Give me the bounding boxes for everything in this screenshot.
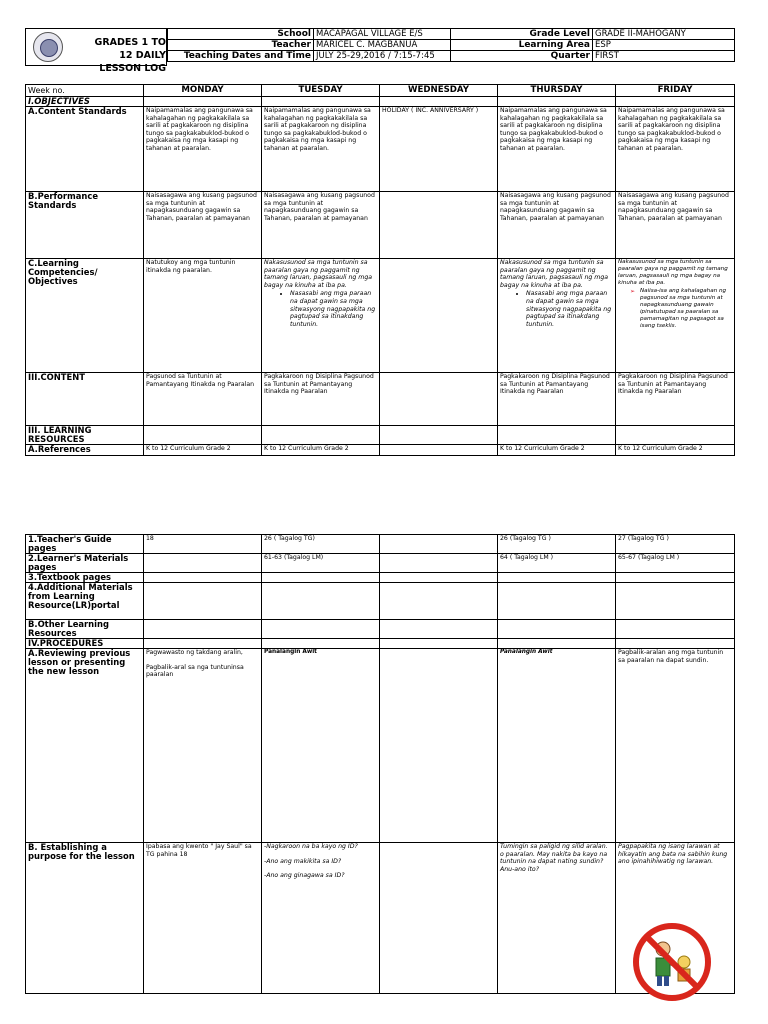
content-mon: Pagsunod sa Tuntunin at Pamantayang Itinakda ng Paaralan <box>144 373 262 426</box>
day-header-monday: MONDAY <box>144 85 262 97</box>
reviewing-thu: Panalangin Awit <box>498 649 616 843</box>
school-value: MACAPAGAL VILLAGE E/S <box>314 29 451 40</box>
teacher-value: MARICEL C. MAGBANUA <box>314 40 451 51</box>
purpose-fri: Pagpapakita ng isang larawan at hikayatin ang bata na sabihin kung ano ipinahihiwatig ng larawan. <box>616 843 735 994</box>
table-row <box>26 445 735 456</box>
table-row <box>26 97 735 107</box>
teaching-dates-value: JULY 25-29,2016 / 7:15-7:45 <box>314 51 451 62</box>
tg-thu: 26 (Tagalog TG ) <box>498 535 616 554</box>
content-standards-thu: Naipamamalas ang pangunawa sa kahalagahan ng pagkakakilala sa sarili at pagkakaroon ng disiplina tungo sa pagkakabuklod-bukod o pagkakaisa ng mga kasapi ng tahanan at paaralan. <box>498 107 616 192</box>
learners-materials-label: 2.Learner's Materials pages <box>26 554 144 573</box>
learning-area-value: ESP <box>593 40 735 51</box>
content-fri: Pagkakaroon ng Disiplina Pagsunod sa Tuntunin at Pamantayang Itinakda ng Paaralan <box>616 373 735 426</box>
references-tue: K to 12 Curriculum Grade 2 <box>262 445 380 456</box>
references-fri: K to 12 Curriculum Grade 2 <box>616 445 735 456</box>
no-littering-sign-icon <box>632 922 712 1002</box>
reviewing-lesson-label: A.Reviewing previous lesson or presenting the new lesson <box>26 649 144 843</box>
content-standards-tue: Naipamamalas ang pangunawa sa kahalagahan ng pagkakakilala sa sarili at pagkakaroon ng disiplina tungo sa pagkakabuklod-bukod o pagkakaisa ng mga kasapi ng tahanan at paaralan. <box>262 107 380 192</box>
content-standards-fri: Naipamamalas ang pangunawa sa kahalagahan ng pagkakakilala sa sarili at pagkakaroon ng disiplina tungo sa pagkakabuklod-bukod o pagkakaisa ng mga kasapi ng tahanan at paaralan. <box>616 107 735 192</box>
day-header-friday: FRIDAY <box>616 85 735 97</box>
establishing-purpose-label: B. Establishing a purpose for the lesson <box>26 843 144 994</box>
purpose-mon: Ipabasa ang kwento " Jay Saul" sa TG pahina 18 <box>144 843 262 994</box>
teaching-dates-label: Teaching Dates and Time <box>168 51 314 62</box>
table-row <box>26 85 735 97</box>
table-row <box>26 426 735 445</box>
grade-level-label: Grade Level <box>451 29 593 40</box>
header-info-table <box>167 28 735 62</box>
procedures-label: IV.PROCEDURES <box>26 639 144 649</box>
table-row <box>26 259 735 373</box>
performance-standards-thu: Naisasagawa ang kusang pagsunod sa mga tuntunin at napagkasunduang gagawin sa Tahanan, paaralan at pamayanan <box>498 192 616 259</box>
grade-level-value: GRADE II-MAHOGANY <box>593 29 735 40</box>
quarter-value: FIRST <box>593 51 735 62</box>
teacher-label: Teacher <box>168 40 314 51</box>
reviewing-fri: Pagbalik-aralan ang mga tuntunin sa paaralan na dapat sundin. <box>616 649 735 843</box>
table-row <box>26 583 735 620</box>
objectives-section-label: I.OBJECTIVES <box>26 97 144 107</box>
table-row <box>26 373 735 426</box>
table-row <box>26 649 735 843</box>
purpose-thu: Tumingin sa paligid ng silid aralan. o paaralan. May nakita ba kayo na tuntunin na dapat nating sundin? Anu-ano ito? <box>498 843 616 994</box>
content-thu: Pagkakaroon ng Disiplina Pagsunod sa Tuntunin at Pamantayang Itinakda ng Paaralan <box>498 373 616 426</box>
holiday-note: HOLIDAY ( INC. ANNIVERSARY ) <box>380 107 498 192</box>
reviewing-tue: Panalangin Awit <box>262 649 380 843</box>
tg-fri: 27 (Tagalog TG ) <box>616 535 735 554</box>
competencies-tue: Nakasusunod sa mga tuntunin sa paaralan gaya ng paggamit ng tamang laruan, pagsasauli ng mga bagay na kinuha at iba pa. • Nasasabi ang mga paraan na dapat gawin sa mga sitwasyong nagpapakita ng pagtupad sa itinakdang tuntunin. <box>262 259 380 373</box>
learning-resources-label: III. LEARNING RESOURCES <box>26 426 144 445</box>
table-row <box>26 535 735 554</box>
learning-area-label: Learning Area <box>451 40 593 51</box>
lesson-log-table-objectives <box>25 84 735 456</box>
learning-competencies-label: C.Learning Competencies/ Objectives <box>26 259 144 373</box>
references-mon: K to 12 Curriculum Grade 2 <box>144 445 262 456</box>
table-row <box>26 843 735 994</box>
tg-tue: 26 ( Tagalog TG) <box>262 535 380 554</box>
lm-thu: 64 ( Tagalog LM ) <box>498 554 616 573</box>
table-row <box>26 554 735 573</box>
day-header-tuesday: TUESDAY <box>262 85 380 97</box>
teachers-guide-label: 1.Teacher's Guide pages <box>26 535 144 554</box>
competencies-mon: Natutukoy ang mga tuntunin itinakda ng paaralan. <box>144 259 262 373</box>
performance-standards-label: B.Performance Standards <box>26 192 144 259</box>
lesson-log-table-resources <box>25 534 735 994</box>
deped-seal-icon <box>33 32 63 62</box>
references-thu: K to 12 Curriculum Grade 2 <box>498 445 616 456</box>
content-standards-label: A.Content Standards <box>26 107 144 192</box>
performance-standards-mon: Naisasagawa ang kusang pagsunod sa mga tuntunin at napagkasunduang gagawin sa Tahanan, paaralan at pamayanan <box>144 192 262 259</box>
week-no-label: Week no. <box>26 85 144 97</box>
quarter-label: Quarter <box>451 51 593 62</box>
competencies-thu: Nakasusunod sa mga tuntunin sa paaralan gaya ng paggamit ng tamang laruan, pagsasauli ng mga bagay na kinuha at iba pa. • Nasasabi ang mga paraan na dapat gawin sa mga sitwasyong nagpapakita ng pagtupad sa itinakdang tuntunin. <box>498 259 616 373</box>
content-standards-mon: Naipamamalas ang pangunawa sa kahalagahan ng pagkakakilala sa sarili at pagkakaroon ng disiplina tungo sa pagkakabuklod-bukod o pagkakaisa ng mga kasapi ng tahanan at paaralan. <box>144 107 262 192</box>
day-header-thursday: THURSDAY <box>498 85 616 97</box>
additional-materials-label: 4.Additional Materials from Learning Resource(LR)portal <box>26 583 144 620</box>
table-row <box>26 573 735 583</box>
lm-tue: 61-63 (Tagalog LM) <box>262 554 380 573</box>
textbook-pages-label: 3.Textbook pages <box>26 573 144 583</box>
table-row <box>26 639 735 649</box>
content-label: III.CONTENT <box>26 373 144 426</box>
content-tue: Pagkakaroon ng Disiplina Pagsunod sa Tuntunin at Pamantayang Itinakda ng Paaralan <box>262 373 380 426</box>
school-label: School <box>168 29 314 40</box>
other-resources-label: B.Other Learning Resources <box>26 620 144 639</box>
performance-standards-fri: Naisasagawa ang kusang pagsunod sa mga tuntunin at napagkasunduang gagawin sa Tahanan, paaralan at pamayanan <box>616 192 735 259</box>
lm-fri: 65-67 (Tagalog LM ) <box>616 554 735 573</box>
purpose-tue: -Nagkaroon na ba kayo ng ID? -Ano ang makikita sa ID? -Ano ang ginagawa sa ID? <box>262 843 380 994</box>
school-logo-box <box>25 28 167 74</box>
performance-standards-tue: Naisasagawa ang kusang pagsunod sa mga tuntunin at napagkasunduang gagawin sa Tahanan, paaralan at pamayanan <box>262 192 380 259</box>
form-title: GRADES 1 TO 12 DAILY LESSON LOG <box>94 37 166 74</box>
day-header-wednesday: WEDNESDAY <box>380 85 498 97</box>
table-row <box>26 620 735 639</box>
reviewing-mon: Pagwawasto ng takdang aralin, Pagbalik-aral sa nga tuntuninsa paaralan <box>144 649 262 843</box>
competencies-fri: Nakasusunod sa mga tuntunin sa paaralan gaya ng paggamit ng tamang laruan, pagsasauli ng mga bagay na kinuha at iba pa. ➢ Naiisa-isa ang kahalagahan ng pagsunod sa mga tuntunin at napagkasunduang gawain ipinatutupad sa paaralan sa pamamagitan ng pagsagot sa isang tseklis. <box>616 259 735 373</box>
references-label: A.References <box>26 445 144 456</box>
table-row <box>26 107 735 192</box>
table-row <box>26 192 735 259</box>
tg-mon: 18 <box>144 535 262 554</box>
